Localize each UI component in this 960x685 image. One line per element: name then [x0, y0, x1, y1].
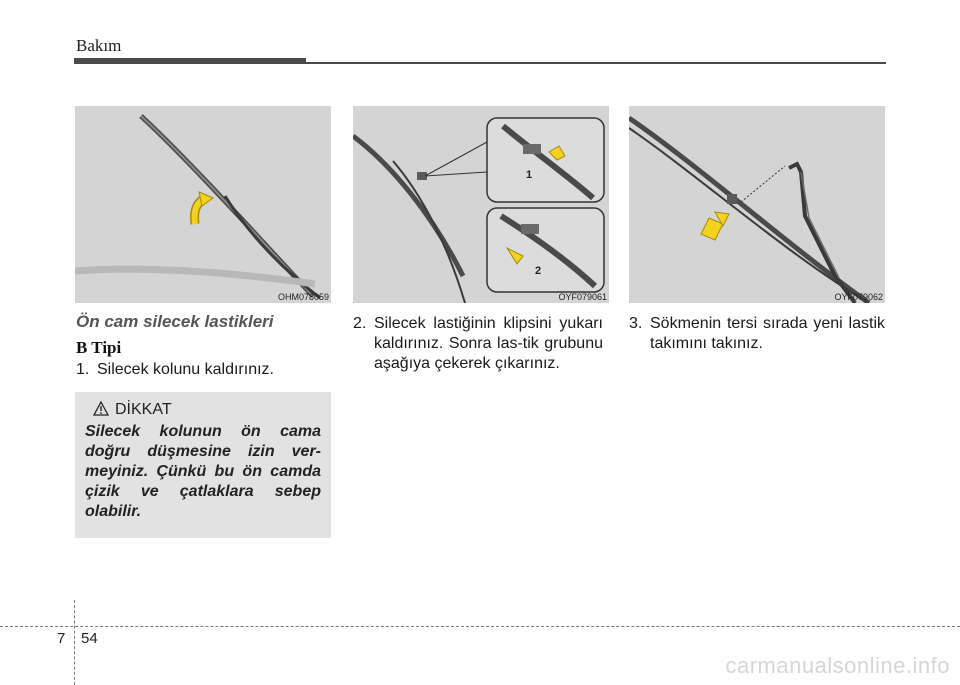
figure-code: OYF079062: [834, 292, 883, 302]
section-heading: Ön cam silecek lastikleri: [76, 312, 274, 331]
figure-wiper-arm-lift: [75, 106, 331, 303]
chapter-number: 7: [57, 630, 66, 647]
callout-label-2: 2: [535, 265, 542, 277]
step-3: [629, 314, 885, 354]
footer-horizontal-rule: [0, 626, 960, 627]
figure-new-blade-install: [629, 106, 885, 303]
header-rule-thin: [306, 62, 886, 64]
figure-code: OHM078059: [277, 292, 329, 302]
step-1: [76, 360, 332, 380]
callout-label-1: 1: [526, 169, 533, 181]
step-text: Silecek kolunu kaldırınız.: [97, 361, 274, 378]
figure-clip-release: [353, 106, 609, 303]
step-text: Sökmenin tersi sırada yeni lastik takımını takınız.: [650, 315, 885, 352]
watermark: carmanualsonline.info: [725, 653, 950, 678]
step-text: Silecek lastiğinin klipsini yukarı kaldırınız. Sonra las-tik grubunu aşağıya çekerek çıkarınız.: [374, 315, 603, 372]
warning-triangle-icon: [93, 401, 109, 416]
step-2: [353, 314, 603, 374]
step-number: 3.: [629, 315, 643, 332]
figure-code: OYF079061: [558, 292, 607, 302]
wiper-arm-illustration: [75, 106, 331, 303]
warning-title: DİKKAT: [115, 401, 172, 418]
header-rule-thick: [74, 58, 306, 64]
clip-release-illustration: [353, 106, 609, 303]
step-number: 2.: [353, 315, 367, 332]
new-blade-illustration: [629, 106, 885, 303]
page-number: 54: [81, 630, 98, 647]
type-label: B Tipi: [76, 338, 122, 357]
warning-box: [75, 392, 331, 538]
header-title: Bakım: [76, 36, 122, 55]
warning-text: Silecek kolunun ön cama doğru düşmesine izin ver-meyiniz. Çünkü bu ön camda çizik ve çatlaklara sebep olabilir.: [85, 423, 321, 520]
step-number: 1.: [76, 361, 90, 378]
footer-vertical-rule: [74, 600, 75, 685]
